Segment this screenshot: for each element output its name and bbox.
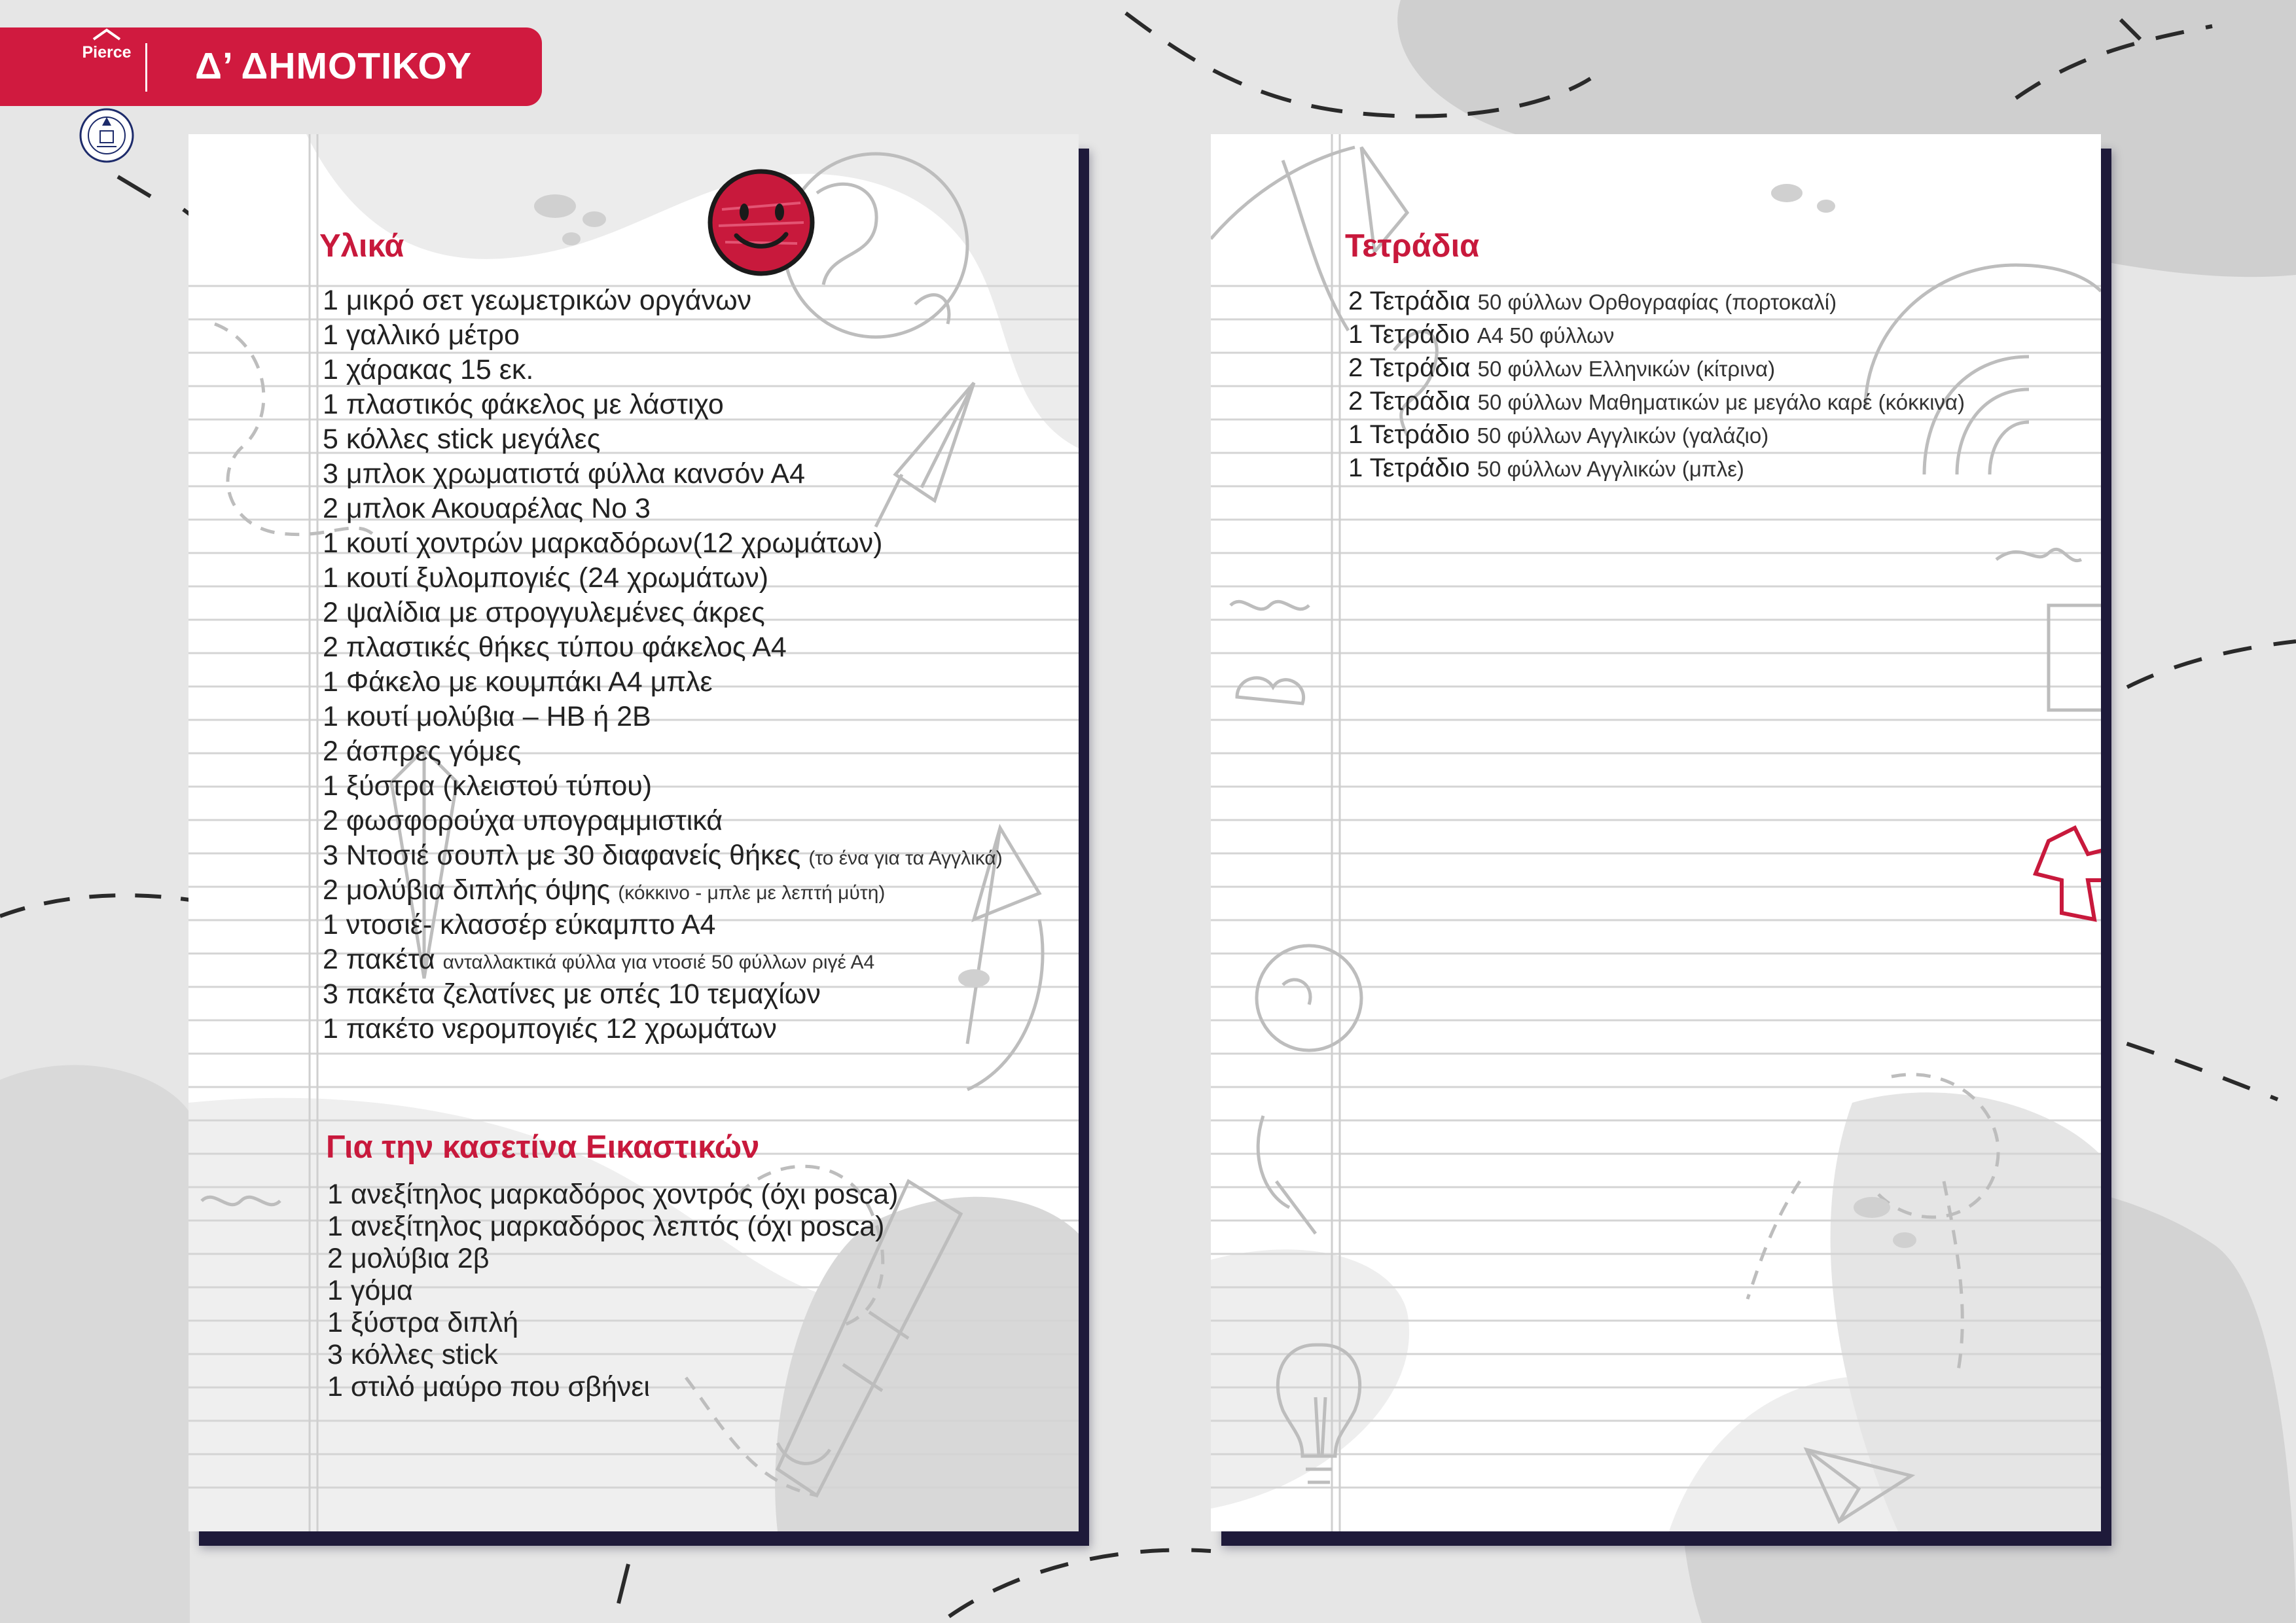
list-item: 1 ανεξίτηλος μαρκαδόρος λεπτός (όχι posca) xyxy=(327,1211,885,1242)
list-item: 2 Τετράδια 50 φύλλων Ελληνικών (κίτρινα) xyxy=(1348,353,1776,382)
list-item: 2 μολύβια διπλής όψης (κόκκινο - μπλε με λεπτή μύτη) xyxy=(323,874,886,906)
college-seal-icon xyxy=(77,106,136,165)
list-item: 1 πακέτο νερομπογιές 12 χρωμάτων xyxy=(323,1013,777,1044)
list-item: 1 Τετράδιο 50 φύλλων Αγγλικών (μπλε) xyxy=(1348,454,1744,482)
notebooks-list xyxy=(1348,285,1965,485)
list-item: 3 κόλλες stick xyxy=(327,1339,498,1370)
materials-title: Υλικά xyxy=(319,228,404,264)
art-case-title: Για την κασετίνα Εικαστικών xyxy=(326,1130,760,1165)
list-item: 1 Φάκελο με κουμπάκι Α4 μπλε xyxy=(323,666,713,698)
list-item: 1 γόμα xyxy=(327,1275,413,1306)
list-item: 2 πλαστικές θήκες τύπου φάκελος Α4 xyxy=(323,632,787,663)
art-case-list xyxy=(327,1179,898,1403)
list-item: 1 ξύστρα διπλή xyxy=(327,1307,518,1338)
materials-list xyxy=(323,283,1003,1046)
list-item: 3 Ντοσιέ σουπλ με 30 διαφανείς θήκες (το ένα για τα Αγγλικά) xyxy=(323,840,1003,871)
materials-page xyxy=(188,134,1079,1531)
list-item: 2 Τετράδια 50 φύλλων Ορθογραφίας (πορτοκαλί) xyxy=(1348,287,1837,315)
list-item: 1 ξύστρα (κλειστού τύπου) xyxy=(323,770,653,802)
list-item: 3 πακέτα ζελατίνες με οπές 10 τεμαχίων xyxy=(323,978,821,1010)
list-item: 1 πλαστικός φάκελος με λάστιχο xyxy=(323,389,724,420)
list-item: 2 φωσφορούχα υπογραμμιστικά xyxy=(323,805,723,836)
item-note: (το ένα για τα Αγγλικά) xyxy=(808,847,1003,869)
list-item: 2 μολύβια 2β xyxy=(327,1243,490,1274)
item-note: ανταλλακτικά φύλλα για ντοσιέ 50 φύλλων ριγέ Α4 xyxy=(442,952,875,973)
list-item: 1 χάρακας 15 εκ. xyxy=(323,354,534,385)
list-item: 1 ανεξίτηλος μαρκαδόρος χοντρός (όχι posca) xyxy=(327,1179,899,1210)
list-item: 1 Τετράδιο 50 φύλλων Αγγλικών (γαλάζιο) xyxy=(1348,420,1769,449)
list-item: 2 ψαλίδια με στρογγυλεμένες άκρες xyxy=(323,597,765,628)
list-item: 1 κουτί χοντρών μαρκαδόρων(12 χρωμάτων) xyxy=(323,527,883,559)
list-item: 5 κόλλες stick μεγάλες xyxy=(323,423,601,455)
header-divider xyxy=(145,43,147,92)
list-item: 1 στιλό μαύρο που σβήνει xyxy=(327,1371,650,1402)
notebooks-title: Τετράδια xyxy=(1345,228,1480,264)
list-item: 2 πακέτα ανταλλακτικά φύλλα για ντοσιέ 50 φύλλων ριγέ Α4 xyxy=(323,944,875,975)
pierce-logo xyxy=(77,27,136,158)
item-note: (κόκκινο - μπλε με λεπτή μύτη) xyxy=(618,882,886,904)
list-item: 1 ντοσιέ- κλασσέρ εύκαμπτο Α4 xyxy=(323,909,716,940)
list-item: 2 άσπρες γόμες xyxy=(323,736,522,767)
notebooks-page xyxy=(1211,134,2101,1531)
grade-title: Δ’ ΔΗΜΟΤΙΚΟΥ xyxy=(195,45,473,87)
list-item: 1 γαλλικό μέτρο xyxy=(323,319,520,351)
list-item: 2 μπλοκ Ακουαρέλας Νο 3 xyxy=(323,493,651,524)
list-item: 3 μπλοκ χρωματιστά φύλλα κανσόν Α4 xyxy=(323,458,806,490)
logo-text: Pierce xyxy=(82,43,132,62)
list-item: 1 μικρό σετ γεωμετρικών οργάνων xyxy=(323,285,752,316)
list-item: 1 κουτί μολύβια – ΗΒ ή 2Β xyxy=(323,701,651,732)
list-item: 1 κουτί ξυλομπογιές (24 χρωμάτων) xyxy=(323,562,769,594)
school-roof-icon xyxy=(92,27,122,42)
list-item: 2 Τετράδια 50 φύλλων Μαθηματικών με μεγάλο καρέ (κόκκινα) xyxy=(1348,387,1965,416)
smiley-face-icon xyxy=(702,164,820,281)
list-item: 1 Τετράδιο Α4 50 φύλλων xyxy=(1348,320,1615,349)
